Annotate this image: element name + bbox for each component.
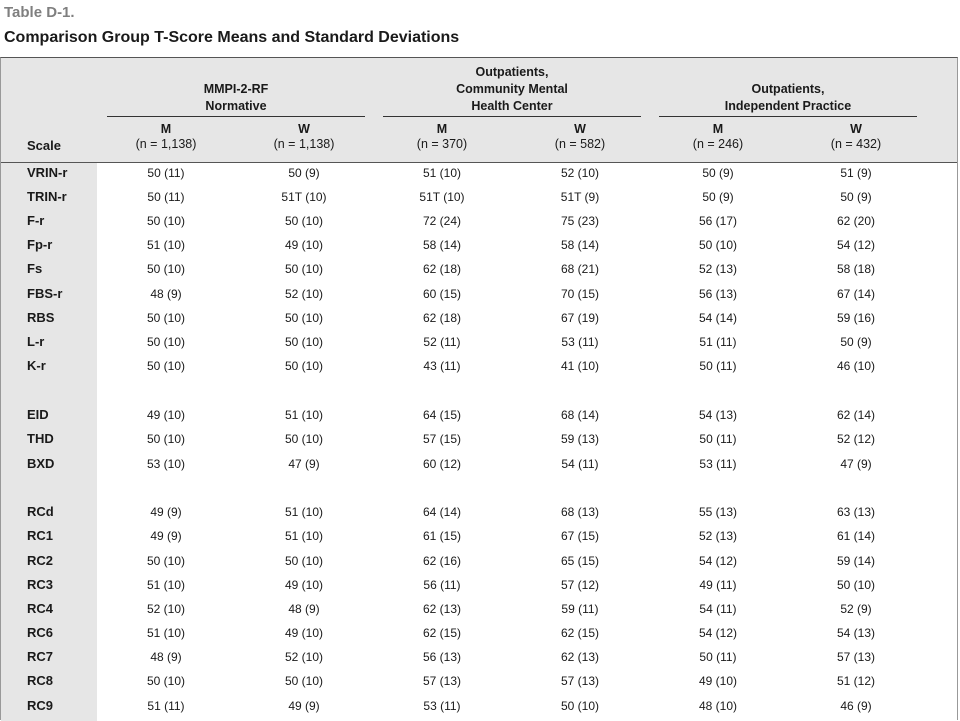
scale-name-cell: EID: [27, 407, 49, 422]
value-cell: 53 (10): [146, 457, 186, 471]
value-cell: 61 (14): [836, 529, 876, 543]
value-cell: 62 (20): [836, 214, 876, 228]
value-cell: 64 (15): [422, 408, 462, 422]
value-cell: 51 (9): [840, 166, 872, 180]
value-cell: 52 (13): [698, 262, 738, 276]
value-cell: 49 (10): [146, 408, 186, 422]
column-sex-label: M: [712, 122, 724, 136]
scale-name-cell: RBS: [27, 310, 55, 325]
value-cell: 62 (13): [422, 602, 462, 616]
group-header-line: Outpatients,: [475, 65, 549, 79]
value-cell: 50 (10): [146, 359, 186, 373]
scale-name-cell: K-r: [27, 358, 46, 373]
value-cell: 50 (10): [146, 214, 186, 228]
value-cell: 50 (9): [702, 166, 734, 180]
value-cell: 59 (14): [836, 554, 876, 568]
group-header-normative: [107, 81, 365, 115]
table-row: [1, 621, 957, 645]
value-cell: 62 (18): [422, 311, 462, 325]
scale-name-cell: RC3: [27, 577, 54, 592]
value-cell: 50 (11): [147, 166, 185, 180]
value-cell: 54 (12): [836, 238, 876, 252]
value-cell: 51T (10): [419, 190, 465, 204]
column-header: [658, 122, 778, 152]
value-cell: 50 (10): [284, 335, 324, 349]
table-title: Comparison Group T-Score Means and Standard Deviations: [4, 29, 460, 46]
value-cell: 59 (13): [560, 432, 600, 446]
column-header: [106, 122, 226, 152]
value-cell: 50 (10): [146, 262, 186, 276]
value-cell: 49 (10): [698, 674, 738, 688]
scale-name-cell: RC2: [27, 553, 54, 568]
value-cell: 52 (11): [423, 335, 461, 349]
value-cell: 54 (14): [698, 311, 738, 325]
table-row: [1, 209, 957, 233]
value-cell: 67 (19): [560, 311, 600, 325]
column-sex-label: W: [850, 122, 862, 136]
value-cell: 50 (10): [836, 578, 876, 592]
value-cell: 43 (11): [423, 359, 461, 373]
value-cell: 58 (14): [422, 238, 462, 252]
table-row: [1, 427, 957, 451]
scale-name-cell: RC7: [27, 649, 54, 664]
scale-name-cell: BXD: [27, 456, 55, 471]
table-row: [1, 694, 957, 718]
value-cell: 52 (10): [146, 602, 186, 616]
value-cell: 50 (11): [699, 650, 737, 664]
value-cell: 60 (12): [422, 457, 462, 471]
scale-name-cell: RCd: [27, 504, 54, 519]
column-n-label: (n = 370): [416, 137, 468, 151]
value-cell: 51 (12): [836, 674, 876, 688]
column-header: [382, 122, 502, 152]
column-header: [244, 122, 364, 152]
value-cell: 56 (13): [698, 287, 738, 301]
value-cell: 68 (21): [560, 262, 600, 276]
value-cell: 57 (13): [836, 650, 876, 664]
group-header-line: Normative: [205, 99, 267, 113]
value-cell: 50 (10): [284, 311, 324, 325]
value-cell: 54 (12): [698, 554, 738, 568]
value-cell: 70 (15): [560, 287, 600, 301]
value-cell: 64 (14): [422, 505, 462, 519]
table-row: [1, 233, 957, 257]
column-n-label: (n = 1,138): [135, 137, 197, 151]
value-cell: 52 (10): [284, 287, 324, 301]
value-cell: 52 (10): [560, 166, 600, 180]
table-row: [1, 500, 957, 524]
value-cell: 54 (13): [698, 408, 738, 422]
scale-name-cell: RC6: [27, 625, 54, 640]
value-cell: 56 (11): [423, 578, 461, 592]
value-cell: 75 (23): [560, 214, 600, 228]
data-table: [0, 57, 958, 720]
value-cell: 48 (9): [288, 602, 320, 616]
scale-name-cell: Fs: [27, 261, 43, 276]
table-row: [1, 306, 957, 330]
table-row: [1, 549, 957, 573]
value-cell: 50 (10): [284, 432, 324, 446]
value-cell: 52 (10): [284, 650, 324, 664]
value-cell: 53 (11): [423, 699, 461, 713]
value-cell: 50 (10): [146, 554, 186, 568]
group-underline: [107, 116, 365, 117]
value-cell: 50 (10): [698, 238, 738, 252]
value-cell: 51 (10): [422, 166, 462, 180]
value-cell: 50 (10): [560, 699, 600, 713]
value-cell: 50 (9): [702, 190, 734, 204]
value-cell: 50 (10): [146, 335, 186, 349]
value-cell: 57 (15): [422, 432, 462, 446]
value-cell: 50 (10): [284, 674, 324, 688]
value-cell: 51 (11): [147, 699, 185, 713]
value-cell: 52 (9): [840, 602, 872, 616]
scale-name-cell: RC4: [27, 601, 54, 616]
value-cell: 65 (15): [560, 554, 600, 568]
group-underline: [659, 116, 917, 117]
value-cell: 58 (18): [836, 262, 876, 276]
value-cell: 54 (12): [698, 626, 738, 640]
value-cell: 68 (13): [560, 505, 600, 519]
value-cell: 54 (13): [836, 626, 876, 640]
column-n-label: (n = 1,138): [273, 137, 335, 151]
value-cell: 61 (15): [422, 529, 462, 543]
column-n-label: (n = 432): [830, 137, 882, 151]
value-cell: 51 (11): [699, 335, 737, 349]
value-cell: 50 (10): [146, 674, 186, 688]
value-cell: 57 (13): [422, 674, 462, 688]
value-cell: 46 (9): [840, 699, 872, 713]
value-cell: 41 (10): [560, 359, 600, 373]
value-cell: 49 (10): [284, 578, 324, 592]
value-cell: 72 (24): [422, 214, 462, 228]
scale-name-cell: TRIN-r: [27, 189, 67, 204]
value-cell: 50 (10): [146, 311, 186, 325]
scale-name-cell: F-r: [27, 213, 45, 228]
table-row: [1, 257, 957, 281]
value-cell: 48 (10): [698, 699, 738, 713]
table-row: [1, 524, 957, 548]
column-sex-label: W: [574, 122, 586, 136]
value-cell: 49 (9): [150, 529, 182, 543]
scale-column-header: Scale: [27, 138, 61, 153]
group-header-line: Outpatients,: [751, 82, 825, 96]
value-cell: 50 (11): [699, 432, 737, 446]
value-cell: 55 (13): [698, 505, 738, 519]
scale-name-cell: RC1: [27, 528, 54, 543]
table-row: [1, 452, 957, 476]
group-header-line: Health Center: [471, 99, 553, 113]
value-cell: 49 (10): [284, 238, 324, 252]
value-cell: 49 (9): [288, 699, 320, 713]
value-cell: 50 (9): [840, 190, 872, 204]
value-cell: 62 (15): [422, 626, 462, 640]
value-cell: 51T (9): [560, 190, 600, 204]
table-row: [1, 161, 957, 185]
table-row: [1, 330, 957, 354]
value-cell: 47 (9): [288, 457, 320, 471]
value-cell: 56 (17): [698, 214, 738, 228]
table-label: Table D-1.: [4, 4, 75, 21]
value-cell: 54 (11): [561, 457, 599, 471]
table-row: [1, 597, 957, 621]
scale-name-cell: VRIN-r: [27, 165, 68, 180]
value-cell: 50 (10): [146, 432, 186, 446]
value-cell: 49 (11): [699, 578, 737, 592]
column-header: [796, 122, 916, 152]
value-cell: 59 (11): [561, 602, 599, 616]
column-header: [520, 122, 640, 152]
value-cell: 56 (13): [422, 650, 462, 664]
group-header-line: Independent Practice: [724, 99, 852, 113]
value-cell: 48 (9): [150, 287, 182, 301]
value-cell: 51 (10): [284, 529, 324, 543]
value-cell: 57 (12): [560, 578, 600, 592]
value-cell: 63 (13): [836, 505, 876, 519]
table-row: [1, 185, 957, 209]
value-cell: 53 (11): [561, 335, 599, 349]
value-cell: 49 (9): [150, 505, 182, 519]
table-row: [1, 669, 957, 693]
value-cell: 48 (9): [150, 650, 182, 664]
value-cell: 50 (9): [288, 166, 320, 180]
value-cell: 53 (11): [699, 457, 737, 471]
value-cell: 62 (15): [560, 626, 600, 640]
value-cell: 50 (11): [147, 190, 185, 204]
value-cell: 50 (9): [840, 335, 872, 349]
value-cell: 51 (10): [146, 238, 186, 252]
group-header-community: [383, 64, 641, 115]
value-cell: 68 (14): [560, 408, 600, 422]
column-sex-label: M: [436, 122, 448, 136]
value-cell: 50 (10): [284, 554, 324, 568]
value-cell: 51 (10): [284, 408, 324, 422]
value-cell: 46 (10): [836, 359, 876, 373]
group-header-line: MMPI-2-RF: [203, 82, 269, 96]
value-cell: 54 (11): [699, 602, 737, 616]
value-cell: 47 (9): [840, 457, 872, 471]
value-cell: 62 (13): [560, 650, 600, 664]
value-cell: 51T (10): [281, 190, 327, 204]
column-sex-label: M: [160, 122, 172, 136]
value-cell: 62 (18): [422, 262, 462, 276]
value-cell: 51 (10): [146, 578, 186, 592]
value-cell: 57 (13): [560, 674, 600, 688]
group-header-independent: [659, 81, 917, 115]
scale-name-cell: RC9: [27, 698, 54, 713]
value-cell: 67 (14): [836, 287, 876, 301]
value-cell: 50 (10): [284, 359, 324, 373]
scale-name-cell: THD: [27, 431, 54, 446]
table-row: [1, 282, 957, 306]
table-row: [1, 573, 957, 597]
value-cell: 49 (10): [284, 626, 324, 640]
table-row: [1, 403, 957, 427]
column-sex-label: W: [298, 122, 310, 136]
column-n-label: (n = 246): [692, 137, 744, 151]
group-underline: [383, 116, 641, 117]
value-cell: 59 (16): [836, 311, 876, 325]
value-cell: 52 (12): [836, 432, 876, 446]
value-cell: 50 (10): [284, 262, 324, 276]
table-row: [1, 645, 957, 669]
value-cell: 51 (10): [284, 505, 324, 519]
scale-name-cell: FBS-r: [27, 286, 63, 301]
value-cell: 62 (14): [836, 408, 876, 422]
column-n-label: (n = 582): [554, 137, 606, 151]
value-cell: 67 (15): [560, 529, 600, 543]
value-cell: 50 (11): [699, 359, 737, 373]
scale-name-cell: RC8: [27, 673, 54, 688]
scale-name-cell: L-r: [27, 334, 45, 349]
scale-name-cell: Fp-r: [27, 237, 53, 252]
table-row: [1, 354, 957, 378]
value-cell: 60 (15): [422, 287, 462, 301]
value-cell: 62 (16): [422, 554, 462, 568]
value-cell: 51 (10): [146, 626, 186, 640]
value-cell: 58 (14): [560, 238, 600, 252]
value-cell: 52 (13): [698, 529, 738, 543]
value-cell: 50 (10): [284, 214, 324, 228]
group-header-line: Community Mental: [456, 82, 568, 96]
